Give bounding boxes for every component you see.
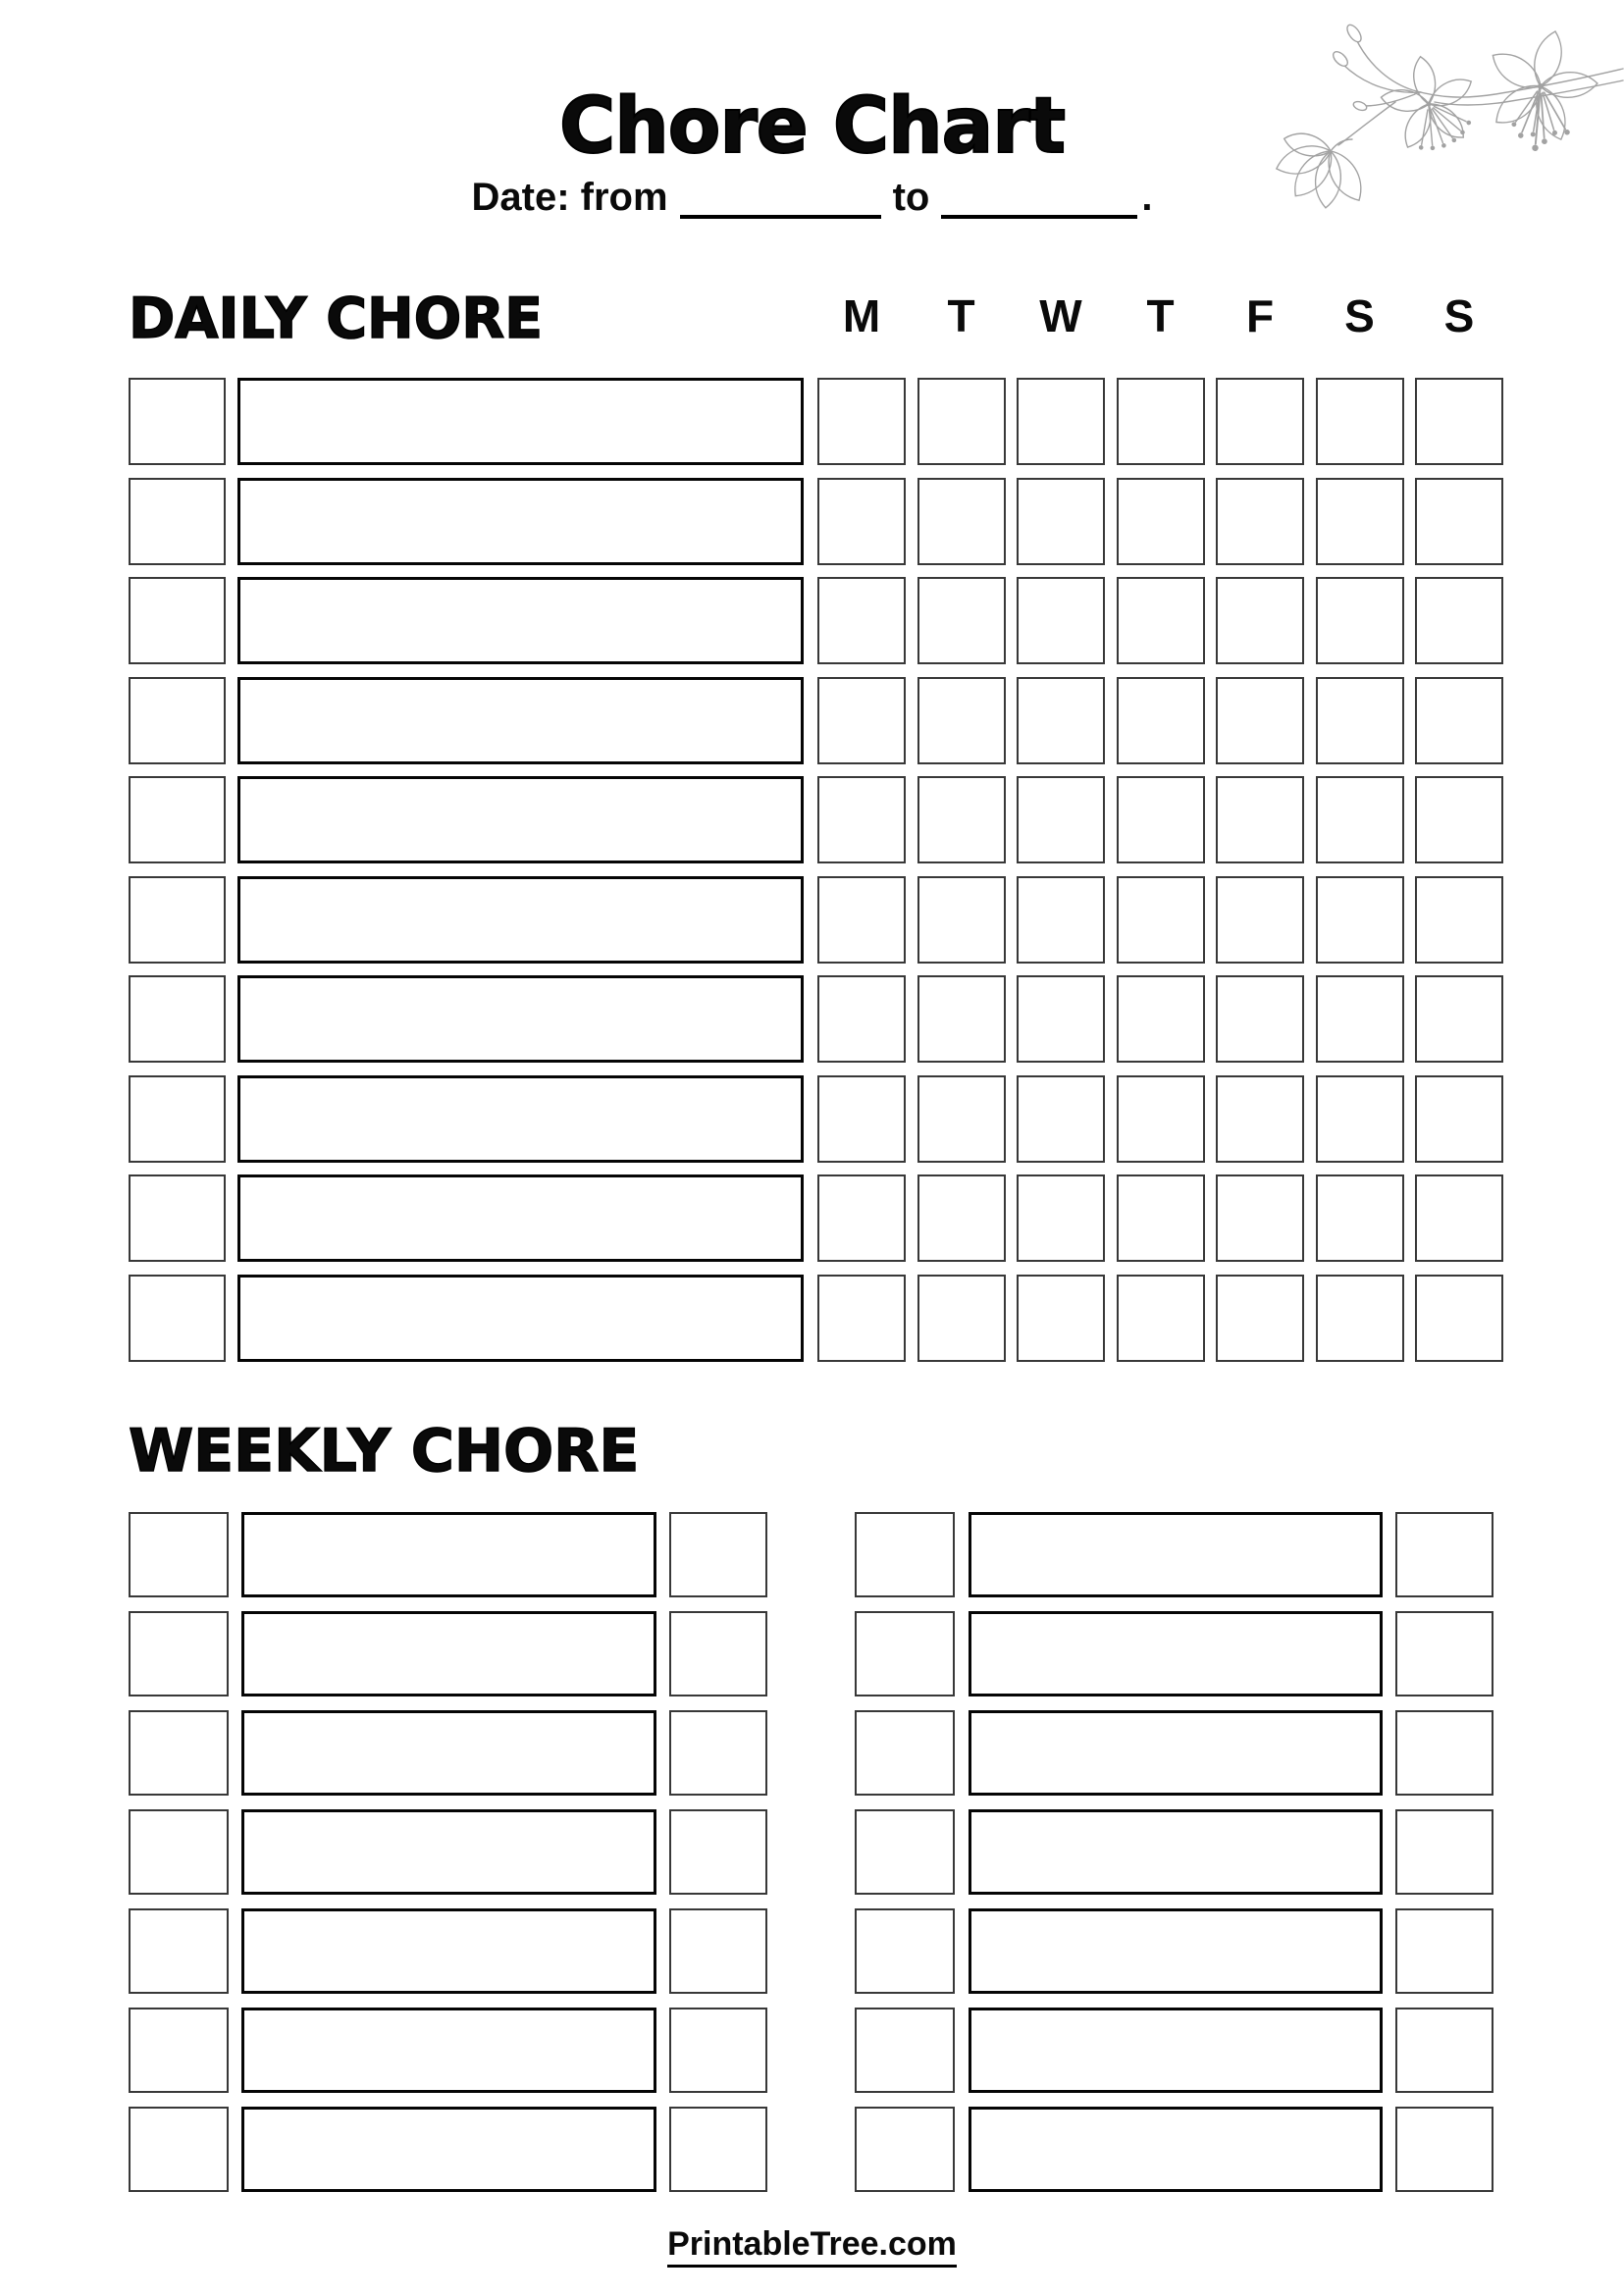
day-checkbox[interactable] (917, 1075, 1006, 1163)
weekly-checkbox[interactable] (129, 2107, 229, 2192)
day-checkbox[interactable] (1117, 1174, 1205, 1262)
daily-chore-name-field[interactable] (237, 1075, 804, 1163)
weekly-checkbox[interactable] (855, 1611, 955, 1696)
weekly-done-checkbox[interactable] (1395, 1710, 1493, 1796)
day-checkbox[interactable] (1017, 1075, 1105, 1163)
day-checkbox[interactable] (1117, 577, 1205, 664)
day-checkbox[interactable] (1117, 478, 1205, 565)
day-checkbox[interactable] (1017, 776, 1105, 863)
day-checkbox[interactable] (1415, 776, 1503, 863)
daily-chore-heading: DAILY CHORE (129, 287, 544, 351)
day-checkbox[interactable] (1117, 876, 1205, 964)
day-checkbox[interactable] (1117, 1275, 1205, 1362)
weekly-chore-name-field[interactable] (241, 1512, 656, 1597)
daily-chore-name-field[interactable] (237, 776, 804, 863)
day-checkbox[interactable] (817, 677, 906, 764)
day-checkbox[interactable] (1316, 1174, 1404, 1262)
daily-done-checkbox[interactable] (129, 975, 226, 1063)
weekly-checkbox[interactable] (855, 1908, 955, 1994)
day-label: S (1443, 290, 1475, 341)
day-checkbox[interactable] (1316, 677, 1404, 764)
daily-done-checkbox[interactable] (129, 776, 226, 863)
daily-chore-row (129, 975, 1503, 1063)
day-checkbox[interactable] (1415, 378, 1503, 465)
day-checkbox[interactable] (1415, 975, 1503, 1063)
day-checkbox[interactable] (1216, 677, 1304, 764)
day-checkbox[interactable] (1316, 876, 1404, 964)
day-checkbox[interactable] (1216, 975, 1304, 1063)
day-checkbox[interactable] (917, 677, 1006, 764)
day-checkbox[interactable] (1017, 975, 1105, 1063)
weekly-checkbox[interactable] (855, 2107, 955, 2192)
weekly-done-checkbox[interactable] (669, 1611, 767, 1696)
weekly-done-checkbox[interactable] (1395, 2107, 1493, 2192)
weekly-chore-row (129, 1512, 1493, 1597)
daily-chore-name-field[interactable] (237, 975, 804, 1063)
weekly-chore-name-field[interactable] (969, 1809, 1383, 1895)
day-checkbox[interactable] (817, 1275, 906, 1362)
day-checkbox[interactable] (1017, 378, 1105, 465)
day-checkbox[interactable] (1316, 378, 1404, 465)
daily-chore-row (129, 1174, 1503, 1262)
daily-chore-name-field[interactable] (237, 577, 804, 664)
day-checkbox[interactable] (817, 577, 906, 664)
weekly-done-checkbox[interactable] (669, 1809, 767, 1895)
weekly-done-checkbox[interactable] (1395, 1512, 1493, 1597)
day-checkbox[interactable] (1415, 876, 1503, 964)
weekly-done-checkbox[interactable] (1395, 1908, 1493, 1994)
daily-chore-row (129, 876, 1503, 964)
day-checkbox[interactable] (1415, 1275, 1503, 1362)
day-checkbox[interactable] (1216, 776, 1304, 863)
day-checkbox[interactable] (1216, 378, 1304, 465)
day-checkbox[interactable] (917, 776, 1006, 863)
weekly-chore-name-field[interactable] (241, 1611, 656, 1696)
day-checkbox[interactable] (817, 876, 906, 964)
weekly-chore-name-field[interactable] (241, 1710, 656, 1796)
day-checkbox[interactable] (1415, 1174, 1503, 1262)
weekly-chore-row (129, 1710, 1493, 1796)
weekly-done-checkbox[interactable] (1395, 1809, 1493, 1895)
day-checkbox[interactable] (1415, 577, 1503, 664)
daily-done-checkbox[interactable] (129, 677, 226, 764)
weekly-checkbox[interactable] (129, 2008, 229, 2093)
daily-chore-row (129, 378, 1503, 465)
day-checkbox[interactable] (817, 776, 906, 863)
daily-chore-name-field[interactable] (237, 1174, 804, 1262)
day-checkbox[interactable] (1017, 577, 1105, 664)
daily-chore-name-field[interactable] (237, 677, 804, 764)
day-checkbox[interactable] (1216, 478, 1304, 565)
day-checkbox[interactable] (1216, 1275, 1304, 1362)
day-checkbox[interactable] (817, 378, 906, 465)
daily-chore-row (129, 577, 1503, 664)
weekly-chore-row (129, 1908, 1493, 1994)
date-period: . (1141, 176, 1153, 219)
day-checkbox[interactable] (1117, 975, 1205, 1063)
weekly-chore-name-field[interactable] (241, 1809, 656, 1895)
day-checkbox[interactable] (917, 876, 1006, 964)
weekly-done-checkbox[interactable] (669, 1908, 767, 1994)
day-label: M (842, 290, 881, 341)
day-checkbox[interactable] (917, 577, 1006, 664)
day-checkbox[interactable] (1316, 1075, 1404, 1163)
weekly-done-checkbox[interactable] (1395, 1611, 1493, 1696)
day-checkbox[interactable] (1117, 677, 1205, 764)
day-checkbox[interactable] (1316, 577, 1404, 664)
footer (0, 2225, 1624, 2264)
weekly-chore-name-field[interactable] (241, 2107, 656, 2192)
day-checkbox[interactable] (917, 975, 1006, 1063)
weekly-chore-name-field[interactable] (969, 2008, 1383, 2093)
weekly-checkbox[interactable] (855, 1809, 955, 1895)
daily-done-checkbox[interactable] (129, 1075, 226, 1163)
weekly-chore-row (129, 2008, 1493, 2093)
weekly-chore-row (129, 1611, 1493, 1696)
weekly-checkbox[interactable] (855, 1710, 955, 1796)
date-from-label: Date: from (471, 176, 668, 219)
footer-link[interactable]: PrintableTree.com (667, 2225, 957, 2268)
day-checkbox[interactable] (1017, 1174, 1105, 1262)
daily-done-checkbox[interactable] (129, 876, 226, 964)
daily-chore-name-field[interactable] (237, 378, 804, 465)
day-checkbox[interactable] (917, 1275, 1006, 1362)
day-label: S (1344, 290, 1375, 341)
daily-chore-name-field[interactable] (237, 1275, 804, 1362)
day-checkbox[interactable] (1017, 1275, 1105, 1362)
weekly-done-checkbox[interactable] (669, 2008, 767, 2093)
weekly-chore-name-field[interactable] (969, 1908, 1383, 1994)
day-checkbox[interactable] (1415, 1075, 1503, 1163)
date-line (0, 178, 1624, 219)
weekly-done-checkbox[interactable] (1395, 2008, 1493, 2093)
daily-done-checkbox[interactable] (129, 378, 226, 465)
day-checkbox[interactable] (917, 478, 1006, 565)
day-labels-row (817, 290, 1503, 341)
weekly-checkbox[interactable] (855, 2008, 955, 2093)
weekly-checkbox[interactable] (129, 1809, 229, 1895)
day-checkbox[interactable] (1117, 378, 1205, 465)
date-from-blank[interactable] (680, 180, 881, 219)
weekly-chore-row (129, 2107, 1493, 2192)
day-checkbox[interactable] (1415, 478, 1503, 565)
day-checkbox[interactable] (917, 378, 1006, 465)
weekly-done-checkbox[interactable] (669, 2107, 767, 2192)
weekly-checkbox[interactable] (129, 1611, 229, 1696)
weekly-checkbox[interactable] (129, 1908, 229, 1994)
date-to-blank[interactable] (941, 180, 1137, 219)
daily-chore-row (129, 776, 1503, 863)
daily-done-checkbox[interactable] (129, 1275, 226, 1362)
day-checkbox[interactable] (1415, 677, 1503, 764)
weekly-checkbox[interactable] (129, 1710, 229, 1796)
day-label: F (1245, 290, 1275, 341)
weekly-chore-name-field[interactable] (969, 1512, 1383, 1597)
day-checkbox[interactable] (1117, 776, 1205, 863)
daily-done-checkbox[interactable] (129, 478, 226, 565)
day-checkbox[interactable] (1316, 478, 1404, 565)
day-checkbox[interactable] (1216, 577, 1304, 664)
day-checkbox[interactable] (1017, 876, 1105, 964)
day-checkbox[interactable] (1316, 1275, 1404, 1362)
day-checkbox[interactable] (917, 1174, 1006, 1262)
day-checkbox[interactable] (1216, 1174, 1304, 1262)
daily-chore-row (129, 1075, 1503, 1163)
date-to-label: to (892, 176, 930, 219)
daily-chore-row (129, 478, 1503, 565)
weekly-chore-row (129, 1809, 1493, 1895)
daily-chore-row (129, 1275, 1503, 1362)
weekly-chore-name-field[interactable] (969, 1611, 1383, 1696)
day-label: W (1039, 290, 1082, 341)
daily-chore-name-field[interactable] (237, 478, 804, 565)
daily-chore-name-field[interactable] (237, 876, 804, 964)
weekly-checkbox[interactable] (855, 1512, 955, 1597)
weekly-chore-name-field[interactable] (969, 1710, 1383, 1796)
weekly-chore-name-field[interactable] (241, 2008, 656, 2093)
day-label: T (947, 290, 975, 341)
weekly-chore-name-field[interactable] (969, 2107, 1383, 2192)
daily-chore-row (129, 677, 1503, 764)
day-checkbox[interactable] (1216, 876, 1304, 964)
day-checkbox[interactable] (817, 478, 906, 565)
weekly-chore-heading: WEEKLY CHORE (129, 1417, 640, 1486)
weekly-checkbox[interactable] (129, 1512, 229, 1597)
day-checkbox[interactable] (1017, 677, 1105, 764)
day-checkbox[interactable] (1117, 1075, 1205, 1163)
day-checkbox[interactable] (817, 1075, 906, 1163)
day-label: T (1146, 290, 1175, 341)
page-title: Chore Chart (558, 82, 1066, 171)
weekly-chore-name-field[interactable] (241, 1908, 656, 1994)
weekly-done-checkbox[interactable] (669, 1512, 767, 1597)
day-checkbox[interactable] (1316, 776, 1404, 863)
day-checkbox[interactable] (1316, 975, 1404, 1063)
daily-done-checkbox[interactable] (129, 1174, 226, 1262)
daily-done-checkbox[interactable] (129, 577, 226, 664)
day-checkbox[interactable] (1017, 478, 1105, 565)
day-checkbox[interactable] (817, 975, 906, 1063)
day-checkbox[interactable] (817, 1174, 906, 1262)
weekly-done-checkbox[interactable] (669, 1710, 767, 1796)
day-checkbox[interactable] (1216, 1075, 1304, 1163)
